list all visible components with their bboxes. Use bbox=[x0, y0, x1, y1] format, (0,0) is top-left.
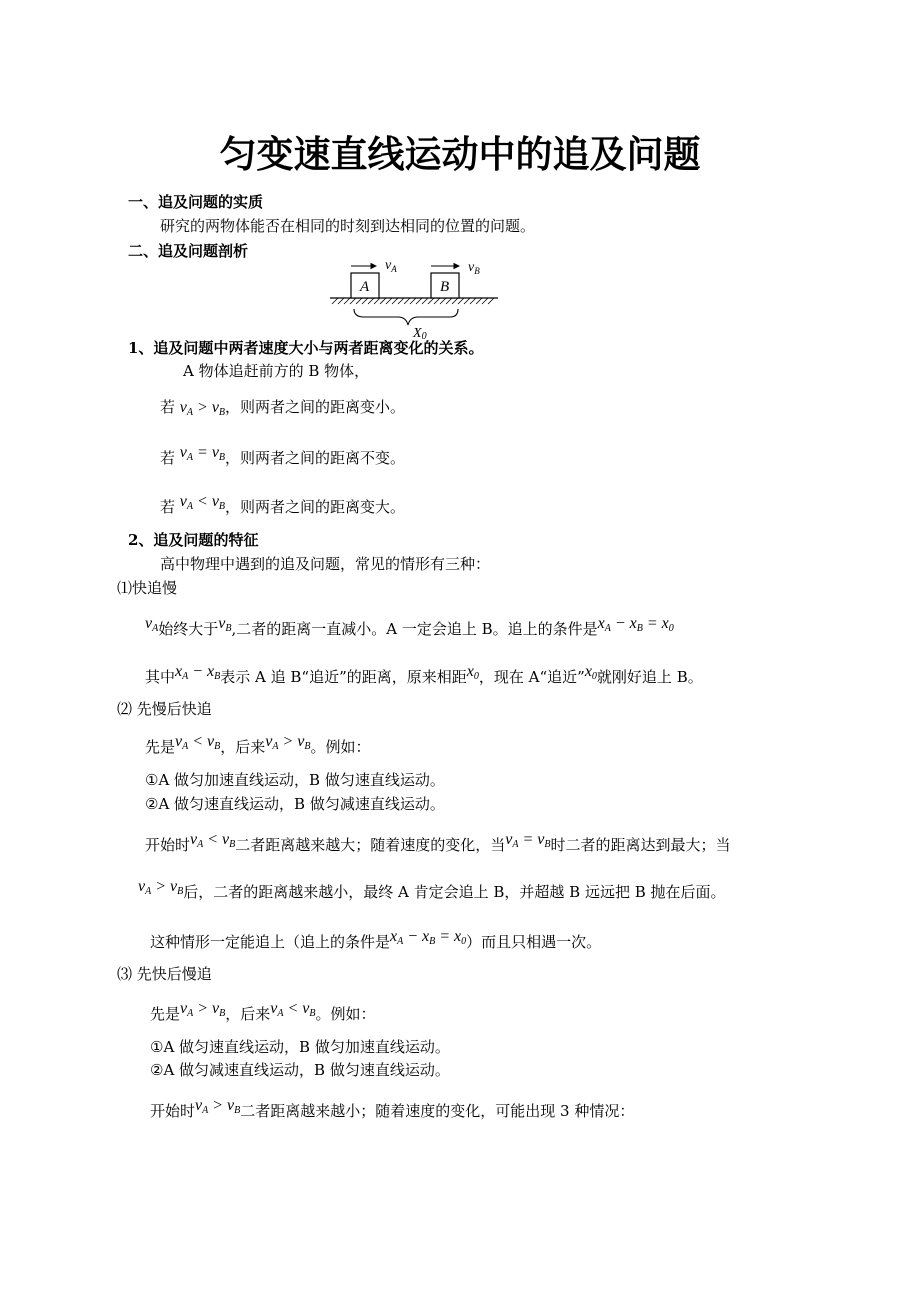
part-2-heading: 2、追及问题的特征 bbox=[128, 531, 259, 549]
case-2-line-1: 先是$v_A < v_B$，后来$v_A > v_B$。例如： bbox=[145, 733, 371, 756]
case-1-line-2: 其中$x_A - x_B$表示 A 追 B“追近”的距离，原来相距$x_0$，现在 A“追近$”x_0$就刚好追上 B。 bbox=[145, 663, 703, 686]
case-1-heading: ⑴快追慢 bbox=[117, 579, 178, 597]
condition-2: 若 $v_A = v_B$，则两者之间的距离不变。 bbox=[160, 444, 406, 467]
part-2-intro: 高中物理中遇到的追及问题，常见的情形有三种： bbox=[160, 555, 491, 573]
case-2-line-4: 这种情形一定能追上（追上的条件是$x_A - x_B = x_0$）而且只相遇一次。 bbox=[150, 928, 602, 951]
distance-brace bbox=[354, 309, 458, 325]
section-2-heading: 二、追及问题剖析 bbox=[128, 242, 249, 260]
velocity-a-label: $v_A$ bbox=[385, 258, 397, 274]
section-1-text: 研究的两物体能否在相同的时刻到达相同的位置的问题。 bbox=[160, 217, 536, 235]
block-b-label: B bbox=[440, 279, 450, 295]
case-3-example-2: ②A 做匀减速直线运动，B 做匀速直线运动。 bbox=[150, 1061, 450, 1079]
case-2-heading: ⑵ 先慢后快追 bbox=[117, 700, 212, 718]
case-3-heading: ⑶ 先快后慢追 bbox=[117, 965, 212, 983]
chase-diagram bbox=[330, 255, 510, 341]
case-3-example-1: ①A 做匀速直线运动，B 做匀加速直线运动。 bbox=[150, 1038, 450, 1056]
velocity-b-label: $v_B$ bbox=[468, 260, 480, 276]
case-2-line-3: $v_A > v_B$后，二者的距离越来越小，最终 A 肯定会追上 B，并超越 B 远远把 B 抛在后面。 bbox=[138, 878, 726, 901]
ground-hatching bbox=[332, 298, 494, 304]
case-2-example-1: ①A 做匀加速直线运动，B 做匀速直线运动。 bbox=[145, 771, 445, 789]
case-1-line-1: $v_A$始终大于$v_B$,二者的距离一直减小。A 一定会追上 B。追上的条件是$x_A - x_B = x_0$ bbox=[145, 615, 674, 638]
part-1-heading: 1、追及问题中两者速度大小与两者距离变化的关系。 bbox=[128, 339, 484, 357]
case-3-line-1: 先是$v_A > v_B$，后来$v_A < v_B$。例如： bbox=[150, 1000, 376, 1023]
case-3-line-2: 开始时$v_A > v_B$二者距离越来越小；随着速度的变化，可能出现 3 种情况： bbox=[150, 1097, 635, 1120]
block-a-label: A bbox=[360, 279, 370, 295]
page-title: 匀变速直线运动中的追及问题 bbox=[219, 132, 701, 176]
distance-label: X0 bbox=[413, 326, 427, 341]
part-1-intro: A 物体追赶前方的 B 物体， bbox=[183, 362, 370, 380]
section-1-heading: 一、追及问题的实质 bbox=[128, 193, 264, 211]
condition-3: 若 $v_A < v_B$，则两者之间的距离变大。 bbox=[160, 493, 406, 516]
case-2-line-2: 开始时$v_A < v_B$二者距离越来越大；随着速度的变化，当$v_A = v_B$时二者的距离达到最大；当 bbox=[145, 831, 731, 854]
case-2-example-2: ②A 做匀速直线运动，B 做匀减速直线运动。 bbox=[145, 795, 445, 813]
condition-1: 若 $v_A > v_B$，则两者之间的距离变小。 bbox=[160, 398, 406, 418]
